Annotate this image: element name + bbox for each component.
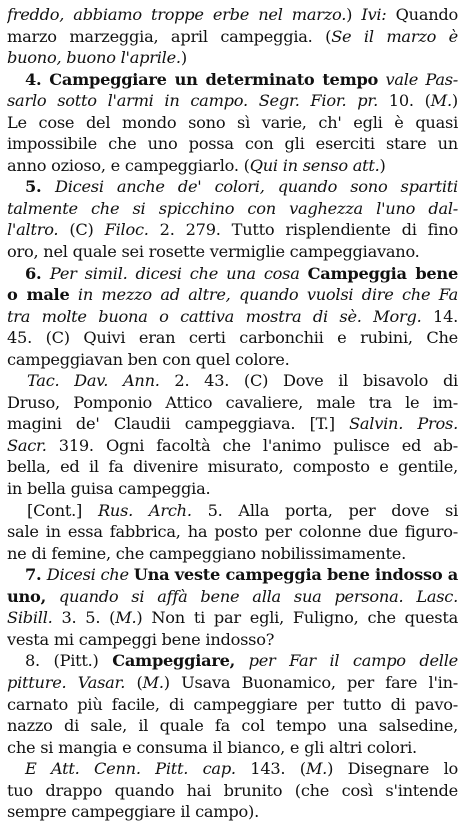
body-text: anno ozioso, e campeggiarlo. ( <box>7 155 250 175</box>
body-text: carnato più facile, di campeggiare per tutto di pavo- <box>7 694 458 714</box>
italic-text: Sibill. <box>7 608 53 628</box>
text-line <box>7 435 458 457</box>
text-line <box>7 69 458 91</box>
body-text: ) Disegnare lo <box>327 759 458 779</box>
body-text: ) <box>180 48 187 68</box>
body-text: Quando <box>386 5 458 24</box>
headword-text: Campeggiare un determinato tempo <box>49 69 379 89</box>
body-text: nazzo di sale, il quale fa col tempo una salsedine, <box>7 716 458 736</box>
text-line <box>7 478 458 500</box>
body-text: magini de' Claudii campeggiava. [T.] <box>7 414 350 434</box>
body-text: vesta mi campeggi bene indosso? <box>7 629 275 649</box>
text-line <box>7 413 458 435</box>
body-text: Druso, Pomponio Attico cavaliere, male tra le im- <box>7 392 458 412</box>
body-text: (C) <box>58 220 105 240</box>
italic-text: M. <box>142 672 164 692</box>
text-line <box>7 263 458 285</box>
text-line <box>7 780 458 802</box>
italic-text: vale Pas- <box>378 69 458 89</box>
text-line <box>7 650 458 672</box>
text-line <box>7 349 458 371</box>
text-line <box>7 4 458 26</box>
text-line <box>7 715 458 737</box>
headword-text: uno, <box>7 586 46 606</box>
text-line <box>7 456 458 478</box>
body-text: impossibile che uno possa con gli eserciti stare un <box>7 134 458 154</box>
italic-text: per Far il campo delle <box>235 651 458 671</box>
italic-text: l'altro. <box>7 220 59 240</box>
headword-text: o male <box>7 285 70 305</box>
italic-text: M. <box>305 759 328 779</box>
headword-text: 5. <box>25 177 55 197</box>
body-text: ) <box>451 91 458 111</box>
text-line <box>7 370 458 392</box>
text-line <box>7 26 458 48</box>
body-text: 319. Ogni facoltà che l'animo pulisce ed ab- <box>46 435 458 455</box>
italic-text: Qui in senso att. <box>249 155 380 175</box>
italic-text: in mezzo ad altre, quando vuolsi dire che Fa <box>69 285 458 305</box>
body-text: [Cont.] <box>27 500 98 520</box>
italic-text: buono, buono l'aprile. <box>7 48 181 68</box>
italic-text: Salvin. Pros. <box>349 414 458 434</box>
body-text: ) Non ti par egli, Fuligno, che questa <box>136 608 458 628</box>
italic-text: pitture. Vasar. <box>7 672 126 692</box>
italic-text: sarlo sotto l'armi in campo. Segr. Fior. pr. <box>7 91 378 111</box>
italic-text: quando si affà bene alla sua persona. Lasc. <box>45 586 458 606</box>
body-text: bella, ed il fa divenire misurato, composto e gentile, <box>7 457 458 477</box>
italic-text: Se il marzo è <box>331 26 458 46</box>
body-text: che si mangia e consuma il bianco, e gli altri colori. <box>7 737 417 757</box>
text-line <box>7 500 458 522</box>
text-line <box>7 176 458 198</box>
body-text: marzo marzeggia, april campeggia. ( <box>7 26 332 46</box>
italic-text: tra molte buona o cattiva mostra di sè. Morg. <box>7 306 422 326</box>
italic-text: Tac. Dav. Ann. <box>27 371 160 391</box>
italic-text: freddo, abbiamo troppe erbe nel marzo. <box>7 5 347 24</box>
text-line <box>7 801 458 823</box>
body-text: ne di femine, che campeggiano nobilissimamente. <box>7 543 407 563</box>
italic-text: Rus. Arch. <box>97 500 192 520</box>
text-line <box>7 327 458 349</box>
text-line <box>7 47 458 69</box>
body-text: 8. (Pitt.) <box>25 651 113 671</box>
italic-text: Per simil. dicesi che una cosa <box>49 263 308 283</box>
italic-text: Filoc. <box>104 220 149 240</box>
text-line <box>7 392 458 414</box>
text-line <box>7 543 458 565</box>
body-text: 2. 43. (C) Dove il bisavolo di <box>159 371 458 391</box>
body-text: 5. Alla porta, per dove si <box>191 500 458 520</box>
italic-text: Dicesi anche de' colori, quando sono spartiti <box>54 177 458 197</box>
text-line <box>7 133 458 155</box>
body-text: ( <box>125 672 143 692</box>
body-text: ) <box>346 5 362 24</box>
body-text: Le cose del mondo sono sì varie, ch' egli è quasi <box>7 112 458 132</box>
headword-text: 7. <box>25 565 47 585</box>
body-text: 3. 5. ( <box>52 608 116 628</box>
text-line <box>7 694 458 716</box>
text-line <box>7 284 458 306</box>
headword-text: Campeggia bene <box>307 263 458 283</box>
body-text: ) Usava Buonamico, per fare l'in- <box>163 672 458 692</box>
body-text: sempre campeggiare il campo). <box>7 802 259 822</box>
italic-text: M. <box>115 608 137 628</box>
italic-text: E Att. Cenn. Pitt. cap. <box>25 759 236 779</box>
italic-text: talmente che si spicchino con vaghezza l'uno dal- <box>7 198 458 218</box>
text-line <box>7 219 458 241</box>
body-text: campeggiavan ben con quel colore. <box>7 349 290 369</box>
body-text: 143. ( <box>235 759 306 779</box>
headword-text: Una veste campeggia bene indosso a <box>133 565 458 585</box>
italic-text: Dicesi che <box>46 565 134 585</box>
italic-text: M. <box>430 91 452 111</box>
headword-text: Campeggiare, <box>112 651 236 671</box>
text-line <box>7 521 458 543</box>
text-line <box>7 198 458 220</box>
body-text: 14. <box>421 306 458 326</box>
text-line <box>7 607 458 629</box>
body-text: ) <box>379 155 386 175</box>
text-line <box>7 306 458 328</box>
body-text: in bella guisa campeggia. <box>7 479 211 499</box>
text-line <box>7 564 458 586</box>
text-line <box>7 758 458 780</box>
body-text: sale in essa fabbrica, ha posto per colonne due figuro- <box>7 522 458 542</box>
body-text: 45. (C) Quivi eran certi carbonchii e rubini, Che <box>7 328 458 348</box>
body-text: 2. 279. Tutto risplendiente di fino <box>148 220 458 240</box>
body-text: tuo drappo quando hai brunito (che così s'intende <box>7 780 458 800</box>
text-line <box>7 737 458 759</box>
body-text: 10. ( <box>377 91 431 111</box>
text-line <box>7 586 458 608</box>
text-line <box>7 629 458 651</box>
text-line <box>7 241 458 263</box>
text-line <box>7 90 458 112</box>
italic-text: Sacr. <box>7 435 47 455</box>
text-line <box>7 672 458 694</box>
italic-text: Ivi: <box>361 5 387 24</box>
text-line <box>7 155 458 177</box>
headword-text: 6. <box>25 263 50 283</box>
headword-text: 4. <box>25 69 50 89</box>
body-text: oro, nel quale sei rosette vermiglie campeggiavano. <box>7 242 420 262</box>
text-line <box>7 112 458 134</box>
